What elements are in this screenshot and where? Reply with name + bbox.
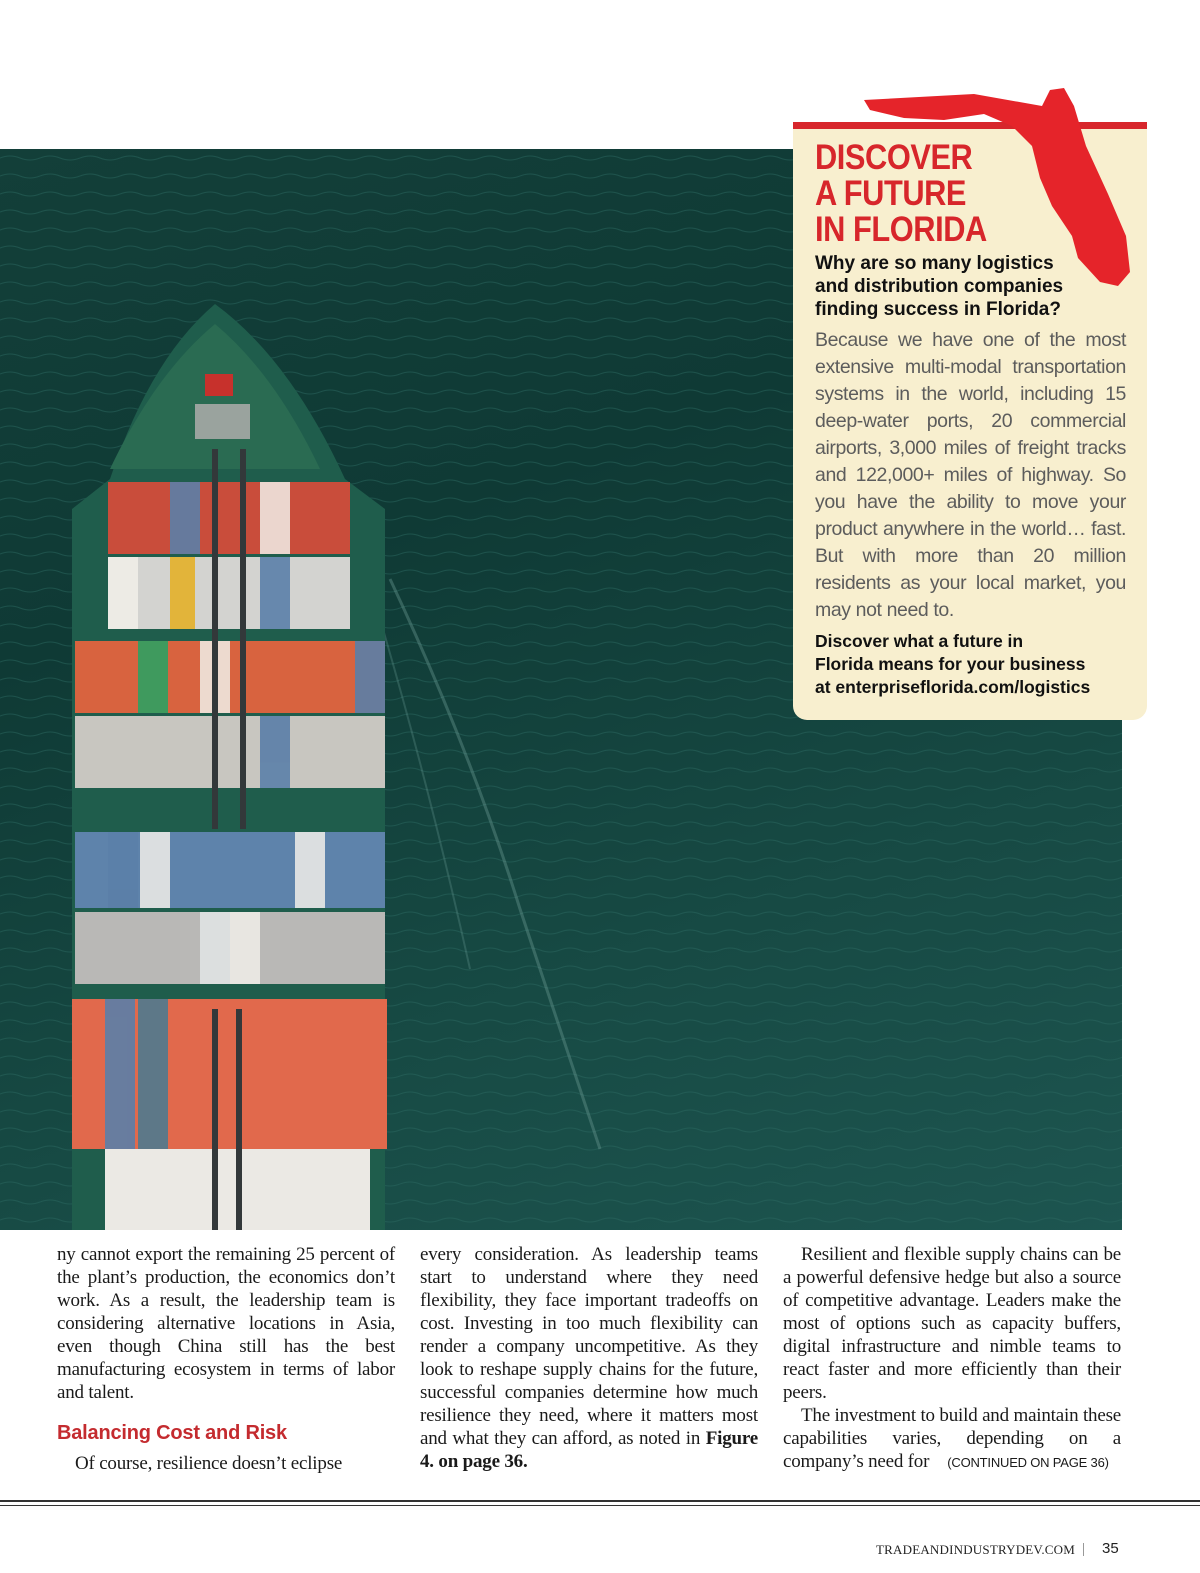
continued-note: (CONTINUED ON PAGE 36)	[947, 1455, 1109, 1470]
ad-cta-line: Discover what a future in	[815, 631, 1024, 651]
article-paragraph: Resilient and flexible supply chains can be a powerful defensive hedge but also a source of competitive advantage. Leaders make the most of options such as capacity buffers, digital infrastructure and nimble teams to react faster and more efficiently than their peers.	[783, 1244, 1121, 1403]
article-paragraph: Of course, resilience doesn’t eclipse	[75, 1453, 343, 1474]
article-text: every consideration. As leadership teams start to understand where they need flexibility, they face important tradeoffs on cost. Investing in too much flexibility can render a company uncompetitive. As they look to reshape supply chains for the future, successful companies determine how much resilience they need, where it matters most and what they can afford, as noted in	[420, 1244, 758, 1449]
ad-title	[815, 140, 1009, 248]
footer-site[interactable]: TRADEANDINDUSTRYDEV.COM	[876, 1542, 1076, 1557]
ad-call-to-action	[815, 630, 1135, 699]
footer-rule	[0, 1500, 1200, 1502]
ad-cta-line: Florida means for your business	[815, 654, 1086, 674]
ad-title-line: IN FLORIDA	[815, 210, 987, 249]
article-paragraph	[420, 1243, 758, 1473]
article-text: The investment to build and maintain these capabilities varies, depending on a company’s need for	[783, 1405, 1121, 1472]
ad-question-line: Why are so many logistics	[815, 253, 1054, 274]
article-column-3	[783, 1243, 1121, 1474]
figure-reference: Figure 4. on page 36.	[420, 1428, 758, 1472]
ad-question	[815, 252, 1115, 321]
ad-cta-link[interactable]: at enterpriseflorida.com/logistics	[815, 677, 1091, 697]
article-column-1	[57, 1243, 395, 1475]
article-column-2	[420, 1243, 758, 1473]
ad-question-line: and distribution companies	[815, 276, 1064, 297]
ad-body: Because we have one of the most extensive multi-modal transportation systems in the world, including 15 deep-water ports, 20 commercial airports, 3,000 miles of freight tracks and 122,000+ miles of highway. So you have the ability to move your product anywhere in the world… fast. But with more than 20 million residents as your local market, you may not need to.	[815, 329, 1126, 621]
article-subhead: Balancing Cost and Risk	[57, 1422, 287, 1444]
footer-divider	[1083, 1543, 1084, 1556]
ad-question-line: finding success in Florida?	[815, 299, 1061, 320]
article-paragraph	[783, 1404, 1121, 1474]
ad-title-line: DISCOVER	[815, 138, 973, 177]
article-paragraph: ny cannot export the remaining 25 percent of the plant’s production, the economics don’t work. As a result, the leadership team is considering alternative locations in Asia, even though China still has the best manufacturing ecosystem in terms of labor and talent.	[57, 1244, 395, 1403]
ad-title-line: A FUTURE	[815, 174, 967, 213]
footer-rule	[0, 1505, 1200, 1506]
page-number: 35	[1102, 1540, 1119, 1557]
